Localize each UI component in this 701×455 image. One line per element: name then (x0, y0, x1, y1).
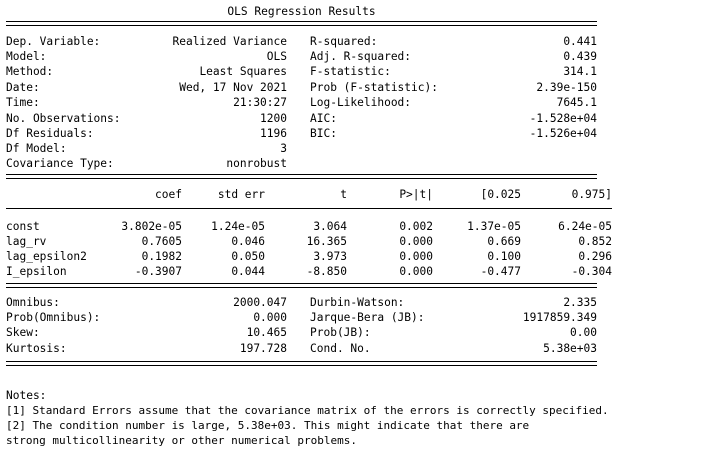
coef-cell: 0.002 (399, 220, 433, 233)
header-label: Prob (F-statistic): (310, 81, 438, 94)
results-title: OLS Regression Results (227, 5, 376, 18)
top-double-rule (6, 21, 597, 26)
coef-cell: 0.1982 (141, 250, 182, 263)
coef-cell: 0.7605 (141, 235, 182, 248)
diagnostic-value: 197.728 (239, 342, 287, 355)
header-label: R-squared: (310, 35, 378, 48)
coef-top-rule (6, 174, 597, 179)
header-value: 0.439 (563, 50, 597, 63)
coef-cell: 0.100 (487, 250, 521, 263)
coef-cell: 1.24e-05 (211, 220, 265, 233)
diagnostic-label: Omnibus: (6, 296, 60, 309)
note-line: [1] Standard Errors assume that the covariance matrix of the errors is correctly specified. (6, 404, 609, 417)
coef-cell: 0.050 (231, 250, 265, 263)
coef-cell: 0.044 (231, 265, 265, 278)
coef-cell: 0.669 (487, 235, 521, 248)
header-label: F-statistic: (310, 65, 391, 78)
header-label: Covariance Type: (6, 157, 114, 170)
diagnostic-value: 0.00 (570, 326, 597, 339)
diagnostic-label: Kurtosis: (6, 342, 67, 355)
coef-cell: 16.365 (306, 235, 347, 248)
header-label: Df Residuals: (6, 127, 94, 140)
header-value: 1196 (260, 127, 287, 140)
diagnostic-label: Prob(Omnibus): (6, 311, 101, 324)
coef-row-name: lag_epsilon2 (6, 250, 87, 263)
diagnostic-label: Jarque-Bera (JB): (310, 311, 425, 324)
diagnostic-value: 2000.047 (233, 296, 287, 309)
coef-cell: 3.064 (313, 220, 347, 233)
header-label: Adj. R-squared: (310, 50, 412, 63)
diagnostic-value: 1917859.349 (522, 311, 597, 324)
header-label: Model: (6, 50, 47, 63)
header-label: Time: (6, 96, 40, 109)
coef-cell: 0.296 (578, 250, 612, 263)
header-value: Wed, 17 Nov 2021 (179, 81, 287, 94)
coef-row-name: const (6, 220, 40, 233)
notes-heading: Notes: (6, 389, 47, 402)
header-value: 314.1 (563, 65, 597, 78)
coef-cell: 0.046 (231, 235, 265, 248)
header-value: -1.526e+04 (529, 127, 597, 140)
coef-cell: 0.000 (399, 235, 433, 248)
header-label: Date: (6, 81, 40, 94)
coef-cell: 0.000 (399, 265, 433, 278)
header-label: AIC: (310, 112, 337, 125)
coef-row-name: I_epsilon (6, 265, 67, 278)
diagnostic-value: 0.000 (253, 311, 287, 324)
header-value: 7645.1 (556, 96, 597, 109)
bottom-double-rule (6, 361, 597, 366)
column-header: [0.025 (480, 188, 521, 201)
header-value: 3 (280, 142, 287, 155)
header-value: Realized Variance (172, 35, 287, 48)
coef-cell: -0.3907 (134, 265, 182, 278)
note-line: strong multicollinearity or other numerical problems. (6, 434, 357, 447)
coef-row-name: lag_rv (6, 235, 47, 248)
coef-cell: 0.852 (578, 235, 612, 248)
column-header: coef (155, 188, 182, 201)
diagnostic-value: 2.335 (563, 296, 597, 309)
coef-cell: -8.850 (306, 265, 347, 278)
diagnostic-label: Prob(JB): (310, 326, 371, 339)
header-label: Log-Likelihood: (310, 96, 412, 109)
header-label: No. Observations: (6, 112, 121, 125)
diagnostics-top-rule (6, 283, 597, 288)
column-header: P>|t| (399, 188, 433, 201)
coef-cell: -0.477 (480, 265, 521, 278)
header-value: 0.441 (563, 35, 597, 48)
header-value: nonrobust (226, 157, 287, 170)
header-value: 21:30:27 (233, 96, 287, 109)
coef-cell: 3.802e-05 (121, 220, 182, 233)
coef-cell: 6.24e-05 (558, 220, 612, 233)
header-value: OLS (266, 50, 287, 63)
header-value: -1.528e+04 (529, 112, 597, 125)
coef-cell: 0.000 (399, 250, 433, 263)
header-value: Least Squares (199, 65, 287, 78)
coef-header-rule (6, 208, 612, 209)
header-label: BIC: (310, 127, 337, 140)
header-value: 2.39e-150 (536, 81, 597, 94)
header-label: Df Model: (6, 142, 67, 155)
diagnostic-value: 5.38e+03 (543, 342, 597, 355)
diagnostic-value: 10.465 (246, 326, 287, 339)
column-header: t (340, 188, 347, 201)
diagnostic-label: Cond. No. (310, 342, 371, 355)
diagnostic-label: Durbin-Watson: (310, 296, 405, 309)
header-label: Method: (6, 65, 54, 78)
column-header: 0.975] (571, 188, 612, 201)
column-header: std err (217, 188, 265, 201)
coef-cell: 3.973 (313, 250, 347, 263)
header-value: 1200 (260, 112, 287, 125)
header-label: Dep. Variable: (6, 35, 101, 48)
coef-cell: -0.304 (571, 265, 612, 278)
note-line: [2] The condition number is large, 5.38e+03. This might indicate that there are (6, 419, 530, 432)
diagnostic-label: Skew: (6, 326, 40, 339)
coef-cell: 1.37e-05 (467, 220, 521, 233)
